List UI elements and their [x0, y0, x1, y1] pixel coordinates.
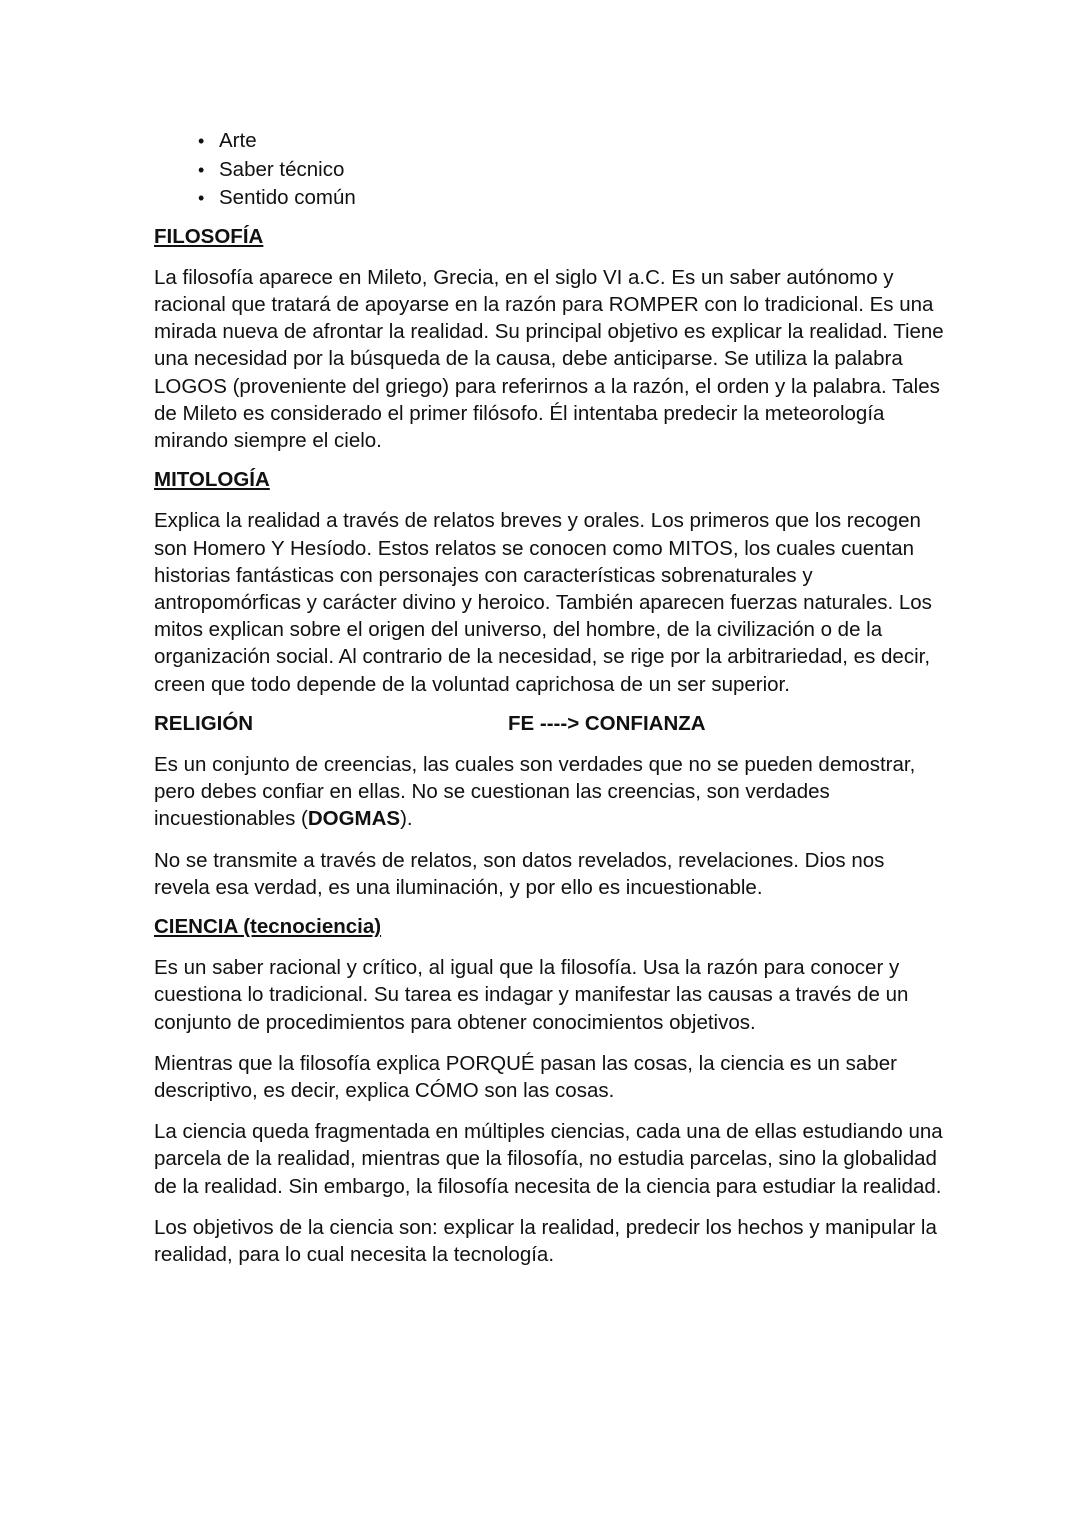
list-item-text: Sentido común — [219, 186, 356, 209]
heading-row-religion — [154, 710, 944, 737]
bullet-icon: • — [198, 188, 205, 208]
paragraph-ciencia-2: Mientras que la filosofía explica PORQUÉ pasan las cosas, la ciencia es un saber descriptivo, es decir, explica CÓMO son las cosas. — [154, 1051, 897, 1102]
paragraph-ciencia-3: La ciencia queda fragmentada en múltiples ciencias, cada una de ellas estudiando una parcela de la realidad, mientras que la filosofía, no estudia parcelas, sino la globalidad de la realidad. Sin embargo, la filosofía necesita de la ciencia para estudiar la realidad. — [154, 1120, 943, 1198]
document-page — [154, 127, 944, 1268]
religion-text: Es un conjunto de creencias, las cuales son verdades que no se pueden demostrar, pero debes confiar en ellas. No se cuestionan las creencias, son verdades incuestionables ( — [154, 752, 916, 831]
religion-text-end: ). — [400, 807, 413, 831]
list-item-text: Arte — [219, 129, 257, 152]
paragraph-filosofia: La filosofía aparece en Mileto, Grecia, en el siglo VI a.C. Es un saber autónomo y racional que tratará de apoyarse en la razón para ROMPER con lo tradicional. Es una mirada nueva de afrontar la realidad. Su principal objetivo es explicar la realidad. Tiene una necesidad por la búsqueda de la causa, debe anticiparse. Se utiliza la palabra LOGOS (proveniente del griego) para referirnos a la razón, el orden y la palabra. Tales de Mileto es considerado el primer filósofo. Él intentaba predecir la meteorología mirando siempre el cielo. — [154, 265, 944, 452]
dogmas-bold: DOGMAS — [307, 807, 401, 831]
list-item-text: Saber técnico — [219, 157, 345, 181]
bullet-list — [154, 127, 944, 213]
heading-fe-confianza: FE ----> CONFIANZA — [508, 711, 706, 735]
heading-ciencia: CIENCIA (tecnociencia) — [154, 914, 382, 938]
list-item — [154, 184, 944, 213]
bullet-icon: • — [198, 159, 205, 180]
heading-mitologia: MITOLOGÍA — [154, 468, 270, 492]
paragraph-religion-2: No se transmite a través de relatos, son datos revelados, revelaciones. Dios nos revela esa verdad, es una iluminación, y por ello es incuestionable. — [154, 848, 885, 899]
paragraph-ciencia-4: Los objetivos de la ciencia son: explicar la realidad, predecir los hechos y manipular la realidad, para lo cual necesita la tecnología. — [154, 1215, 937, 1266]
bullet-icon: • — [198, 131, 205, 151]
paragraph-ciencia-1: Es un saber racional y crítico, al igual que la filosofía. Usa la razón para conocer y cuestiona lo tradicional. Su tarea es indagar y manifestar las causas a través de un conjunto de procedimientos para obtener conocimientos objetivos. — [154, 956, 909, 1034]
heading-filosofia: FILOSOFÍA — [154, 224, 264, 248]
paragraph-religion-1 — [154, 751, 944, 833]
paragraph-mitologia: Explica la realidad a través de relatos breves y orales. Los primeros que los recogen son Homero Y Hesíodo. Estos relatos se conocen como MITOS, los cuales cuentan historias fantásticas con personajes con características sobrenaturales y antropomórficas y carácter divino y heroico. También aparecen fuerzas naturales. Los mitos explican sobre el origen del universo, del hombre, de la civilización o de la organización social. Al contrario de la necesidad, se rige por la arbitrariedad, es decir, creen que todo depende de la voluntad caprichosa de un ser superior. — [154, 509, 932, 696]
list-item — [154, 156, 944, 185]
list-item — [154, 127, 944, 156]
heading-religion: RELIGIÓN — [154, 711, 254, 735]
